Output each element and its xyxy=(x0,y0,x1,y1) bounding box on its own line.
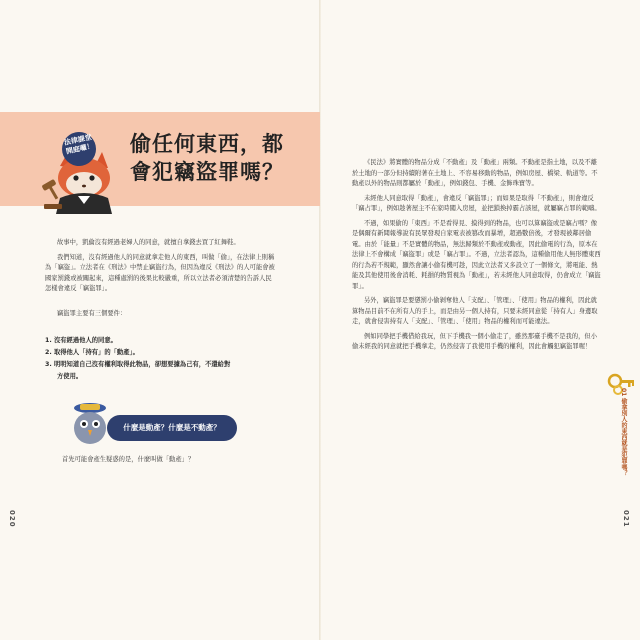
right-paragraph-4: 另外，竊盜罪是要懲罰小偷剝奪他人「支配」、「管理」、「使用」物品的權利，因此就算物品目前不在所有人的手上，而是由另一個人持有，只要未經同意從「持有人」身邊取走，就會侵害持有人「支配」、「管理」、「使用」物品的權利而可能違法。 xyxy=(352,297,598,325)
list-intro: 竊盜罪主要有三個要件： xyxy=(57,309,127,317)
list-item-3: 3. 明明知道自己沒有權利取得此物品，卻想要據為己有，不還給對 xyxy=(45,361,231,368)
list-item-2: 2. 取得他人「持有」的「動產」。 xyxy=(45,349,139,356)
title-line-1: 偷任何東西，都 xyxy=(130,132,284,156)
left-body xyxy=(45,238,277,323)
right-paragraph-5: 例如同學把手機借給我玩，但下手機我一個小偷走了，雖然那臺手機不是我的，但小偷未經我的同意就把手機拿走，仍然侵害了我使用手機的權利，因此會觸犯竊盜罪喔！ xyxy=(352,332,597,350)
right-paragraph-2: 未經他人同意取得「動產」，會違反「竊盜罪」；而如果是取得「不動產」，則會違反「竊占罪」，例如趁著屋主不在家時闖入房屋，並把鎖換掉霸占該屋，就屬竊占罪的範疇。 xyxy=(352,194,601,212)
left-paragraph-2: 我們知道，沒有經過他人的同意就拿走他人的東西，叫做「偷」，在法律上則稱為「竊盜」。立法者在《刑法》中禁止竊盜行為，但因為違反《刑法》的人可能會被國家罰錢或被關起來，這種處罰的後果比較嚴重，所以立法者必須清楚的告訴人民怎樣會違反「竊盜罪」。 xyxy=(45,253,275,292)
list-item-3-cont: 方使用。 xyxy=(57,373,83,380)
page-number-right: 021 xyxy=(622,510,630,528)
book-spine xyxy=(319,0,321,640)
side-tab: 01 偷拿別人的東西就是犯罪嗎？ xyxy=(620,388,627,477)
left-paragraph-1: 故事中，凱倫沒有經過老婦人的同意，就擅自拿錢去買了紅舞鞋。 xyxy=(57,239,240,246)
right-body xyxy=(352,158,602,357)
elements-list xyxy=(45,335,275,383)
badge-text: 法律課堂開庭囉！ xyxy=(63,133,95,156)
left-closing: 首先可能會產生疑惑的是，什麼叫做「動產」？ xyxy=(62,456,195,463)
right-paragraph-1: 《民法》將實體的物品分成「不動產」及「動產」兩類。不動產是指土地，以及不離於土地的一部分但持續附著在土地上、不容易移動的物品，例如房屋、橋梁、軌道等。不動產以外的物品則都屬於「動產」，例如錢包、手機、金飾珠寶等。 xyxy=(352,159,598,187)
chapter-title xyxy=(130,130,315,186)
list-item-1: 1. 沒有經過他人的同意。 xyxy=(45,337,117,344)
question-bubble-text: 什麼是動產？什麼是不動產？ xyxy=(123,423,221,432)
page-number-left: 020 xyxy=(8,510,16,528)
right-paragraph-3: 不過，如果偷的「東西」不是看得見、摸得到的物品，也可以算竊盜或是竊占嗎？像是偶爾有新聞報導說有民眾發現自家電表被篡改而暴增，超過數倍後，才發現被鄰居偷電。由於「能量」不是實體的物品，無法歸類於不動產或動產，因此偷電的行為，原本在法律上不會構成「竊盜罪」或是「竊占罪」。不過，立法者認為，這種偷用他人無形體東西的行為若不規範，顯然會讓小偷有機可趁，因此立法者又多設立了一個條文，將電能、熱能及其他使用後會消耗、耗損的物質視為「動產」，若未經他人同意取得，仍會成立「竊盜罪」。 xyxy=(352,219,601,290)
title-line-2: 會犯竊盜罪嗎？ xyxy=(130,160,284,184)
